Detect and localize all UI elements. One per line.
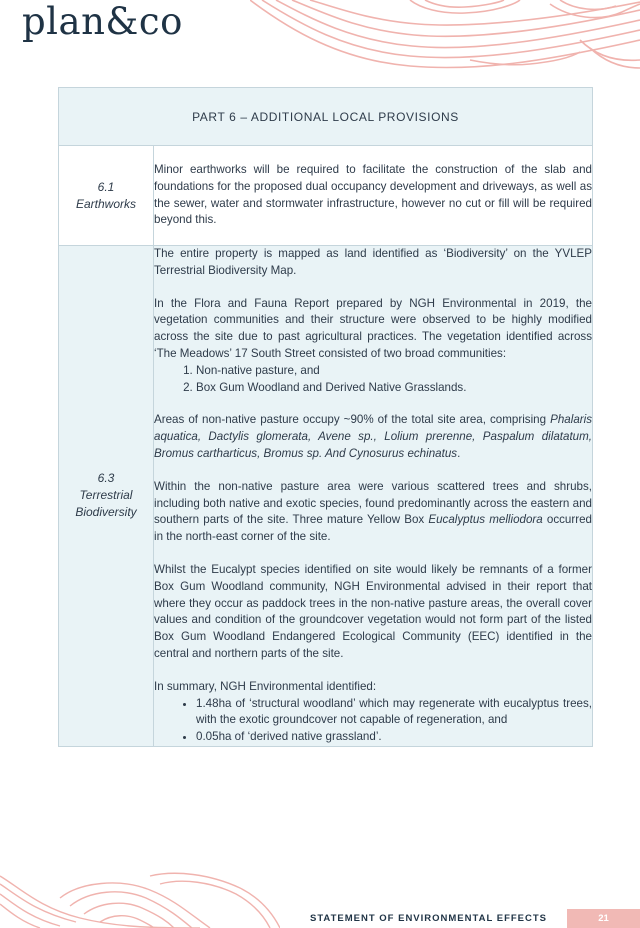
list-item: • 1.48ha of ‘structural woodland’ which may regenerate with eucalyptus trees, with the exotic groundcover not capable of regeneration, and xyxy=(196,696,592,730)
page-number: 21 xyxy=(567,909,640,928)
paragraph: The entire property is mapped as land identified as ‘Biodiversity’ on the YVLEP Terrestrial Biodiversity Map. xyxy=(154,247,592,277)
provision-label-biodiversity xyxy=(59,246,154,747)
paragraph: Whilst the Eucalypt species identified on site would likely be remnants of a former Box Gum Woodland community, NGH Environmental advised in their report that where they occur as paddock trees in the non-native pasture areas, the overall cover values and condition of the groundcover vegetation would not form part of the listed Box Gum Woodland Endangered Ecological Community (EEC) identified in the central and northern parts of the site. xyxy=(154,562,592,660)
provision-number: 6.3 xyxy=(97,471,115,486)
text-span: occurred in the north-east corner of the site. xyxy=(154,513,592,544)
list-item: 2. Box Gum Woodland and Derived Native Grasslands. xyxy=(196,380,592,397)
provision-name-line2: Biodiversity xyxy=(75,505,137,520)
plan-co-logo: plan&co xyxy=(22,0,183,43)
species-names: Eucalyptus melliodora xyxy=(428,513,543,527)
paragraph: Minor earthworks will be required to facilitate the construction of the slab and foundations for the proposed dual occupancy development and driveways, as well as the sewer, water and stormwater infrastructure, however no cut or fill will be required beyond this. xyxy=(154,162,592,227)
text-span: . xyxy=(457,446,461,460)
topographic-lines-decoration-bottom xyxy=(0,868,280,928)
earthworks-text xyxy=(154,146,593,246)
provision-number: 6.1 xyxy=(97,179,115,194)
paragraph: In summary, NGH Environmental identified: xyxy=(154,679,377,693)
table-row xyxy=(59,146,593,246)
communities-list xyxy=(154,363,592,397)
text-span: Within the non-native pasture area were various scattered trees and shrubs, including both native and exotic species, found predominantly across the eastern and southern parts of the site. Three mature Yellow Box xyxy=(154,479,592,527)
paragraph xyxy=(154,479,592,546)
provision-name: Earthworks xyxy=(75,196,137,211)
summary-list xyxy=(154,696,592,746)
paragraph xyxy=(154,412,592,462)
list-item: 1. Non-native pasture, and xyxy=(196,363,592,380)
species-names: Phalaris aquatica, Dactylis glomerata, Avene sp., Lolium prerenne, Paspalum dilatatum, Bromus cartharticus, Bromus sp. And Cynosurus echinatus xyxy=(154,413,592,460)
paragraph: In the Flora and Fauna Report prepared by NGH Environmental in 2019, the vegetation communities and their structure were observed to be highly modified across the site due to past agricultural practices. The vegetation identified across ‘The Meadows’ 17 South Street consisted of two broad communities: xyxy=(154,296,592,360)
table-row xyxy=(59,246,593,747)
provision-label-earthworks xyxy=(59,146,154,246)
provision-name-line1: Terrestrial xyxy=(79,488,133,503)
table-header: PART 6 – ADDITIONAL LOCAL PROVISIONS xyxy=(59,88,593,146)
provisions-table xyxy=(58,87,593,747)
text-span: Areas of non-native pasture occupy ~90% of the total site area, comprising xyxy=(154,413,551,427)
biodiversity-text xyxy=(154,246,593,747)
list-item: • 0.05ha of ‘derived native grassland’. xyxy=(196,729,592,746)
topographic-lines-decoration xyxy=(250,0,640,72)
footer-document-title: STATEMENT OF ENVIRONMENTAL EFFECTS xyxy=(310,913,548,924)
